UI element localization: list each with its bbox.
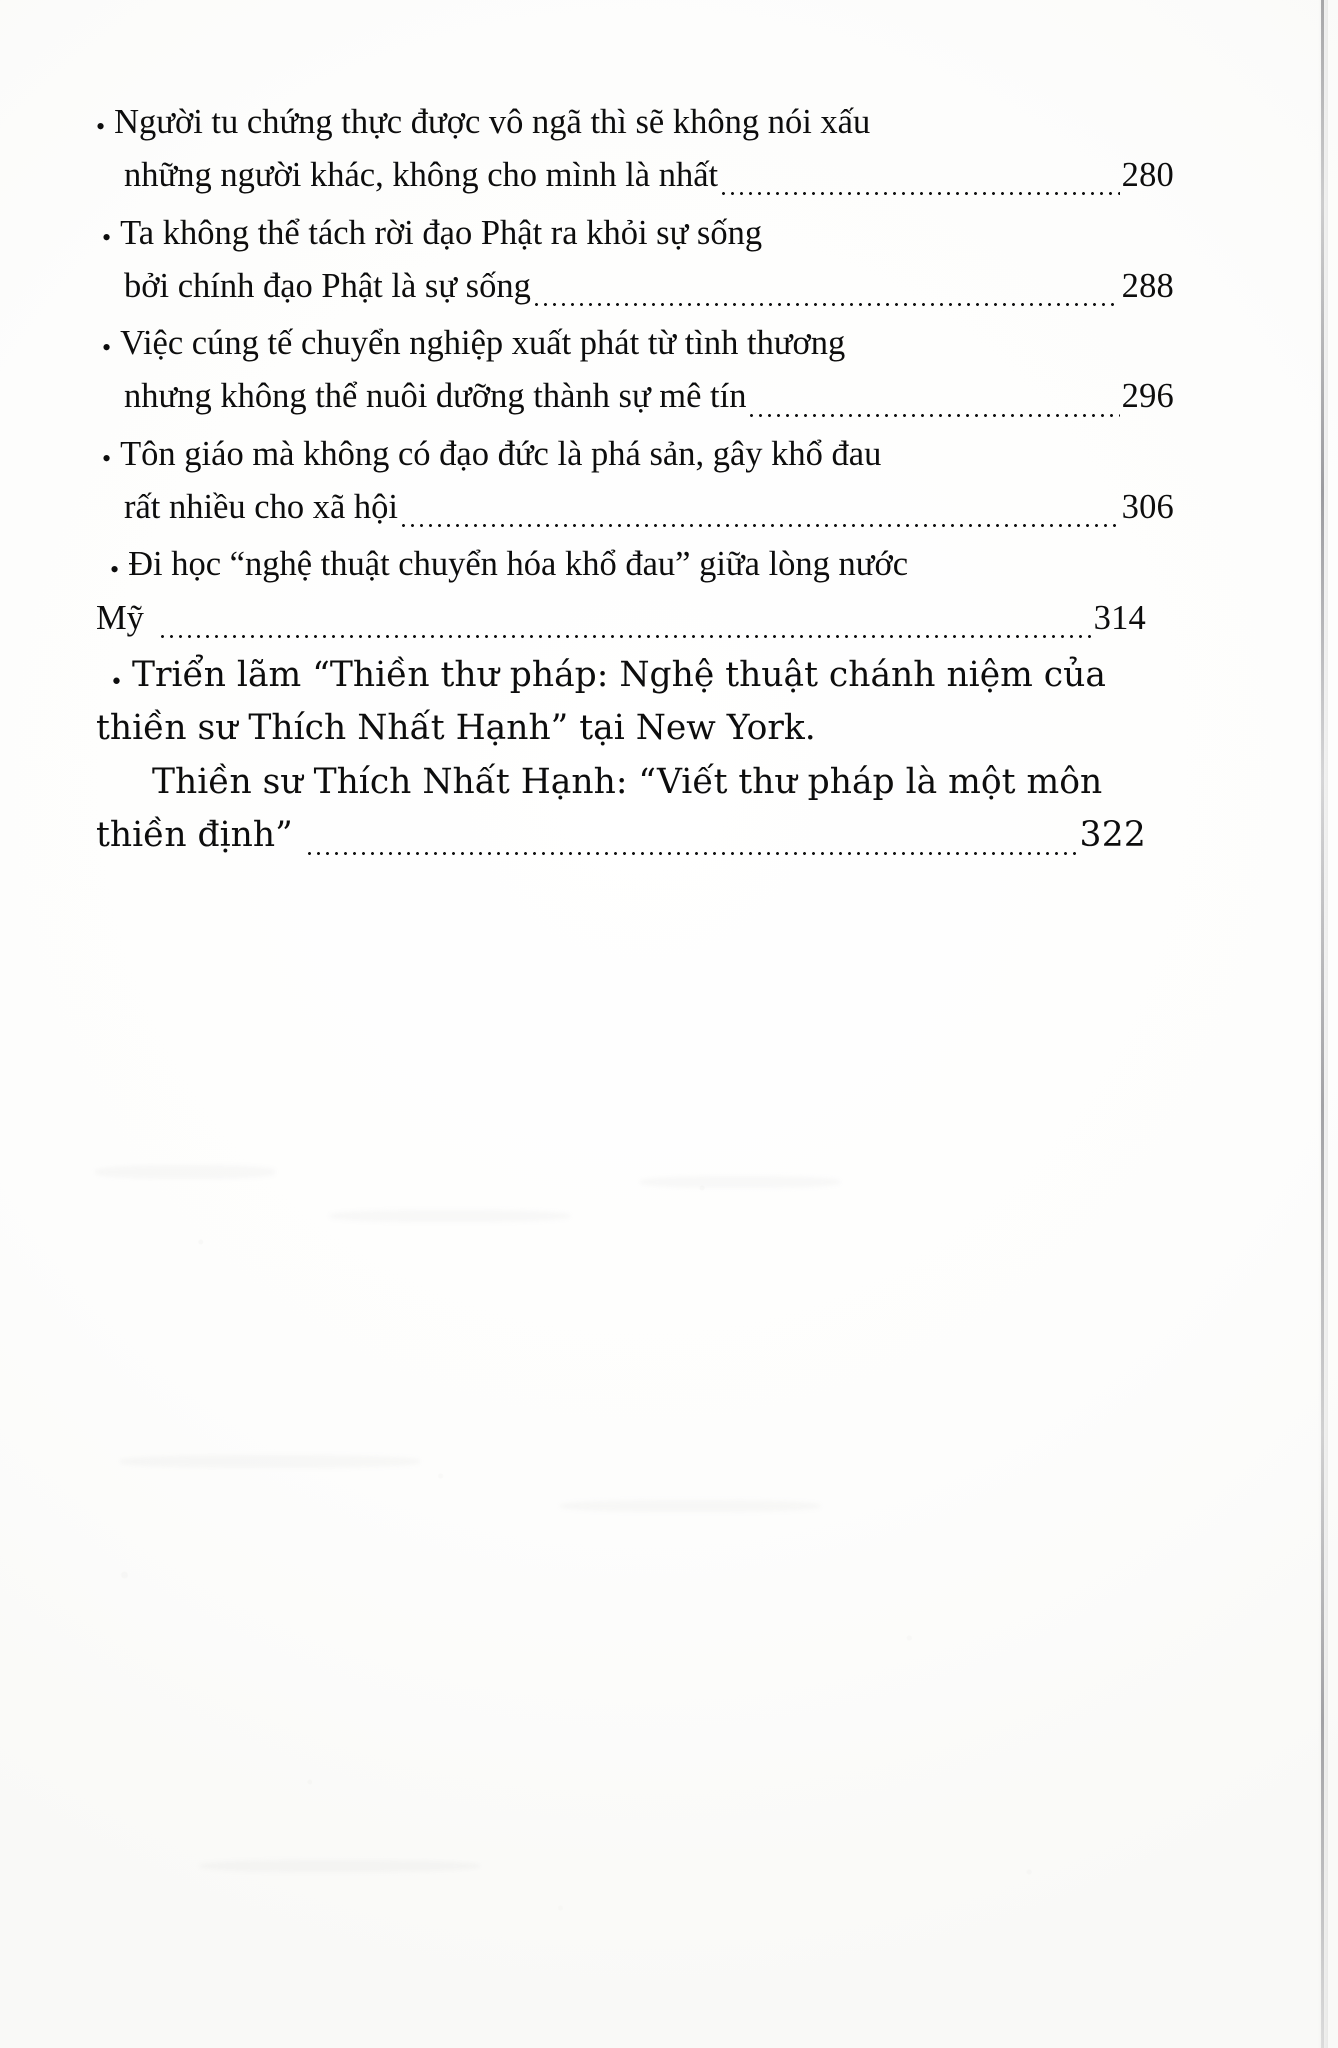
toc-entry[interactable] xyxy=(96,428,1174,535)
toc-entry-title-line: Thiền sư Thích Nhất Hạnh: “Viết thư pháp là một môn xyxy=(152,761,1103,802)
toc-page-number[interactable]: 296 xyxy=(1121,377,1174,416)
dot-leader xyxy=(399,500,1120,535)
scan-edge-line xyxy=(1321,0,1324,2048)
dot-leader xyxy=(532,279,1120,314)
toc-entry-title-line: rất nhiều cho xã hội xyxy=(124,488,398,527)
toc-entry-title-line: Tôn giáo mà không có đạo đức là phá sản, gây khổ đau xyxy=(120,434,882,473)
toc-entry-title-line: Ta không thể tách rời đạo Phật ra khỏi sự sống xyxy=(120,213,763,252)
toc-entry-title-line: Người tu chứng thực được vô ngã thì sẽ không nói xấu xyxy=(114,103,871,141)
toc-entry-title-line: thiền định” xyxy=(96,814,293,855)
toc-entry-title-line: Việc cúng tế chuyển nghiệp xuất phát từ tình thương xyxy=(120,324,846,363)
toc-page-number[interactable]: 288 xyxy=(1121,266,1174,305)
toc-entry-title-line: những người khác, không cho mình là nhất xyxy=(124,156,719,195)
toc-page-number[interactable]: 280 xyxy=(1121,156,1174,195)
toc-entry[interactable] xyxy=(96,317,1174,424)
toc-page-number[interactable]: 314 xyxy=(1093,598,1146,637)
bullet-icon: • xyxy=(102,333,112,363)
dot-leader xyxy=(719,168,1120,203)
toc-entry[interactable] xyxy=(96,207,1174,314)
toc-entry[interactable] xyxy=(96,538,1146,645)
toc-entry-title-line: bởi chính đạo Phật là sự sống xyxy=(124,266,531,305)
dot-leader xyxy=(305,828,1078,863)
bullet-icon: • xyxy=(110,554,120,584)
bullet-icon: • xyxy=(102,222,112,252)
toc-entry[interactable] xyxy=(96,649,1146,862)
toc-entry-title-line: Mỹ xyxy=(96,598,144,637)
toc-page-number[interactable]: 322 xyxy=(1079,814,1146,855)
bullet-icon: • xyxy=(110,670,123,696)
toc-page-number[interactable]: 306 xyxy=(1121,488,1174,527)
toc-entry-title-line: thiền sư Thích Nhất Hạnh” tại New York. xyxy=(96,708,816,749)
table-of-contents xyxy=(96,96,1174,866)
toc-entry-title-line: Triển lãm “Thiền thư pháp: Nghệ thuật chánh niệm của xyxy=(131,654,1106,695)
toc-entry[interactable] xyxy=(96,96,1174,203)
bullet-icon: • xyxy=(96,112,106,142)
toc-entry-title-line: nhưng không thể nuôi dưỡng thành sự mê tín xyxy=(124,377,747,416)
dot-leader xyxy=(747,389,1119,424)
bullet-icon: • xyxy=(102,444,112,474)
toc-entry-title-line: Đi học “nghệ thuật chuyển hóa khổ đau” giữa lòng nước xyxy=(128,545,909,584)
dot-leader xyxy=(158,610,1092,645)
